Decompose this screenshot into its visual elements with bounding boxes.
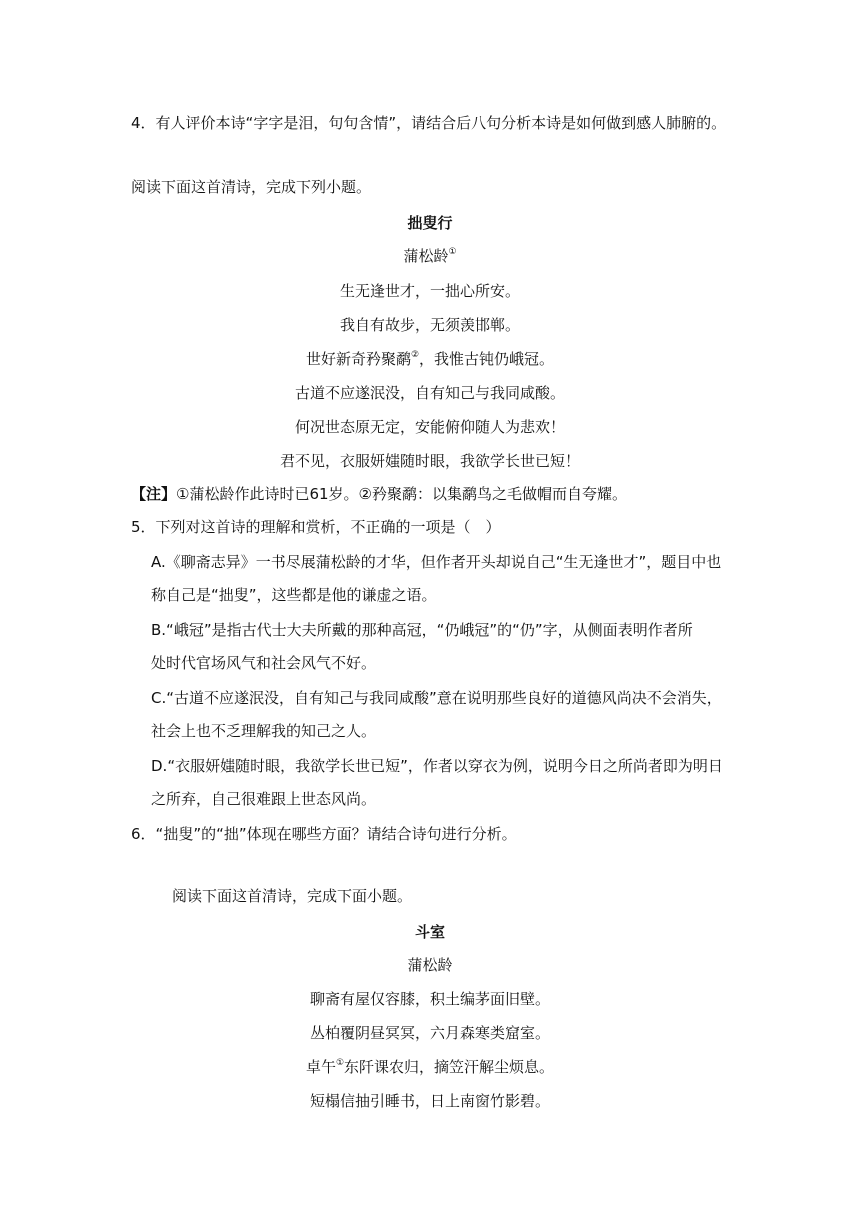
option-b-line-1: B.“峨冠”是指古代士大夫所戴的那种高冠，“仍峨冠”的“仍”字，从侧面表明作者所	[151, 621, 693, 639]
poem1-line-2: 我自有故步，无须羡邯郸。	[339, 316, 520, 334]
question-4: 4．有人评价本诗“字字是泪，句句含情”，请结合后八句分析本诗是如何做到感人肺腑的。	[131, 114, 727, 132]
poem2-line-1: 聊斋有屋仅容膝，积土编茅面旧壁。	[309, 990, 550, 1008]
section1-intro: 阅读下面这首清诗，完成下列小题。	[131, 178, 372, 196]
option-d-line-2: 之所弃，自己很难跟上世态风尚。	[151, 790, 377, 808]
poem1-line-5: 何况世态原无定，安能俯仰随人为悲欢！	[294, 418, 565, 436]
poem1-title: 拙叟行	[407, 214, 453, 232]
poem1-note: 【注】①蒲松龄作此诗时已61岁。②矜聚鹬：以集鹬鸟之毛做帽而自夸耀。	[131, 485, 627, 503]
poem2-title: 斗室	[414, 923, 445, 941]
poem2-line-2: 丛柏覆阴昼冥冥，六月森寒类窟室。	[309, 1024, 550, 1042]
poem1-line-3: 世好新奇矜聚鹬②，我惟古钝仍峨冠。	[305, 350, 555, 368]
option-a-line-2: 称自己是“拙叟”，这些都是他的谦虚之语。	[151, 586, 437, 604]
option-a-line-1: A.《聊斋志异》一书尽展蒲松龄的才华，但作者开头却说自己“生无逢世才”，题目中也	[151, 553, 722, 571]
option-c-line-2: 社会上也不乏理解我的知己之人。	[151, 722, 377, 740]
question-5: 5．下列对这首诗的理解和赏析，不正确的一项是（ ）	[131, 518, 501, 536]
poem2-line-4: 短榻信抽引睡书，日上南窗竹影碧。	[309, 1092, 550, 1110]
poem1-line-4: 古道不应遂泯没，自有知己与我同咸酸。	[294, 384, 565, 402]
poem1-author: 蒲松龄①	[403, 247, 457, 265]
poem2-author: 蒲松龄	[407, 956, 453, 974]
poem1-line-1: 生无逢世才，一拙心所安。	[339, 282, 520, 300]
option-b-line-2: 处时代官场风气和社会风气不好。	[151, 654, 377, 672]
poem2-line-3: 卓午①东阡课农归，摘笠汗解尘烦息。	[305, 1058, 555, 1076]
poem1-line-6: 君不见，衣服妍媸随时眼，我欲学长世已短！	[279, 452, 580, 470]
option-c-line-1: C.“古道不应遂泯没，自有知己与我同咸酸”意在说明那些良好的道德风尚决不会消失，	[151, 689, 722, 707]
section2-intro: 阅读下面这首清诗，完成下面小题。	[172, 887, 413, 905]
option-d-line-1: D.“衣服妍媸随时眼，我欲学长世已短”，作者以穿衣为例，说明今日之所尚者即为明日	[151, 757, 723, 775]
question-6: 6．“拙叟”的“拙”体现在哪些方面？请结合诗句进行分析。	[131, 825, 517, 843]
